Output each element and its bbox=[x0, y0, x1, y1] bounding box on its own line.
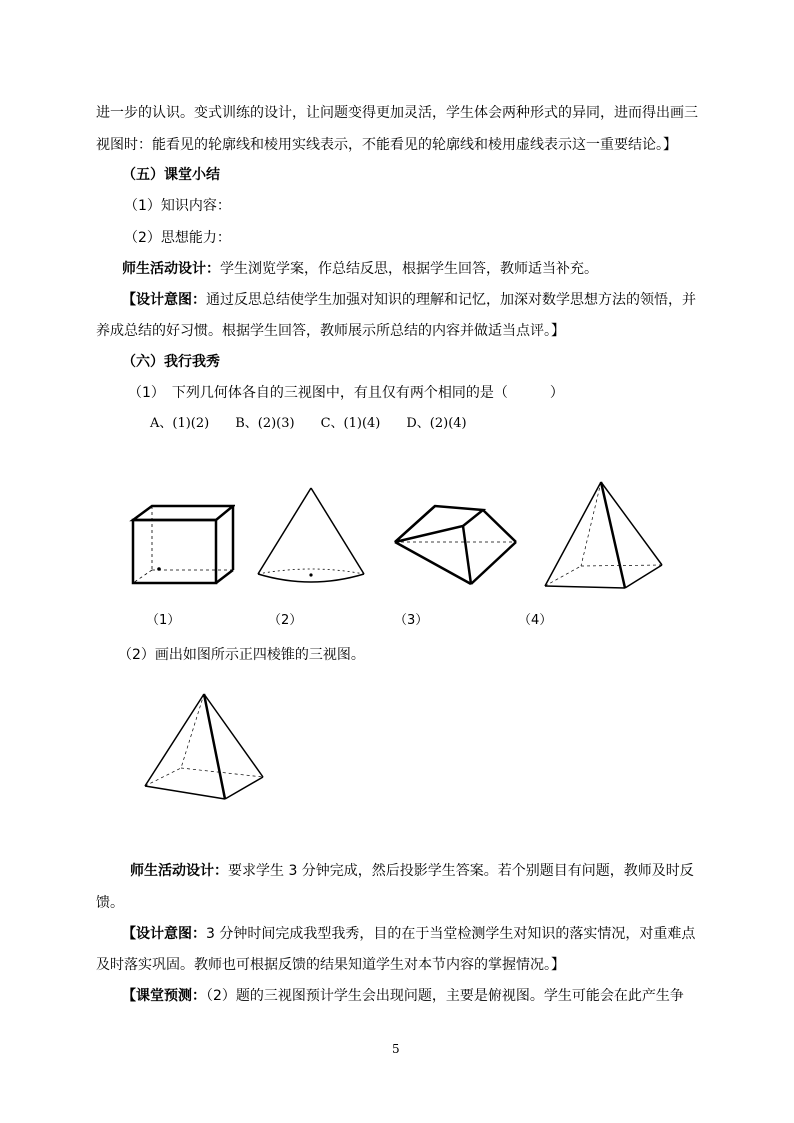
paragraph-line: 视图时：能看见的轮廓线和棱用实线表示，不能看见的轮廓线和棱用虚线表示这一重要结论。】 bbox=[96, 137, 677, 153]
activity-text: 要求学生 3 分钟完成，然后投影学生答案。若个别题目有问题，教师及时反 bbox=[228, 863, 694, 879]
class-prediction bbox=[122, 986, 684, 1006]
cube-figure bbox=[125, 500, 235, 595]
list-item: （1）知识内容： bbox=[124, 198, 231, 214]
paragraph-line: 进一步的认识。变式训练的设计，让问题变得更加灵活，学生体会两种形式的异同，进而得出画三 bbox=[96, 105, 698, 121]
design-intent bbox=[122, 290, 696, 310]
activity-label: 师生活动设计： bbox=[122, 261, 220, 277]
intent-label: 【设计意图： bbox=[122, 926, 206, 942]
pyramid-figure bbox=[538, 476, 668, 594]
paragraph-line: 及时落实巩固。教师也可根据反馈的结果知道学生对本节内容的掌握情况。】 bbox=[96, 957, 565, 973]
answer-options: A、(1)(2) B、(2)(3) C、(1)(4) D、(2)(4) bbox=[150, 416, 467, 431]
figure-caption: （1） bbox=[146, 613, 181, 628]
section-heading: （五）课堂小结 bbox=[122, 167, 220, 183]
list-item: （2）思想能力： bbox=[124, 230, 231, 246]
figure-caption: （3） bbox=[394, 613, 429, 628]
figure-caption: （4） bbox=[518, 613, 553, 628]
activity-design bbox=[122, 259, 598, 279]
prediction-label: 【课堂预测： bbox=[122, 988, 206, 1004]
prediction-text: （2）题的三视图预计学生会出现问题，主要是俯视图。学生可能会在此产生争 bbox=[206, 988, 684, 1004]
activity-label: 师生活动设计： bbox=[130, 863, 228, 879]
figure-caption: （2） bbox=[268, 613, 303, 628]
cone-figure bbox=[250, 482, 375, 587]
activity-text: 学生浏览学案，作总结反思，根据学生回答，教师适当补充。 bbox=[220, 261, 598, 277]
polyhedron-figure bbox=[388, 496, 523, 591]
section-heading: （六）我行我秀 bbox=[122, 354, 220, 370]
activity-design bbox=[130, 861, 694, 881]
question: （1） 下列几何体各自的三视图中，有且仅有两个相同的是（ ） bbox=[128, 385, 564, 401]
design-intent bbox=[122, 924, 695, 944]
question: （2）画出如图所示正四棱锥的三视图。 bbox=[118, 647, 365, 663]
paragraph-line: 馈。 bbox=[96, 895, 124, 911]
page-number: 5 bbox=[392, 1042, 400, 1056]
square-pyramid-figure bbox=[138, 688, 268, 806]
intent-text: 3 分钟时间完成我型我秀，目的在于当堂检测学生对知识的落实情况，对重难点 bbox=[206, 926, 696, 942]
intent-text: 通过反思总结使学生加强对知识的理解和记忆，加深对数学思想方法的领悟，并 bbox=[206, 292, 696, 308]
intent-label: 【设计意图： bbox=[122, 292, 206, 308]
paragraph-line: 养成总结的好习惯。根据学生回答，教师展示所总结的内容并做适当点评。】 bbox=[96, 323, 565, 339]
